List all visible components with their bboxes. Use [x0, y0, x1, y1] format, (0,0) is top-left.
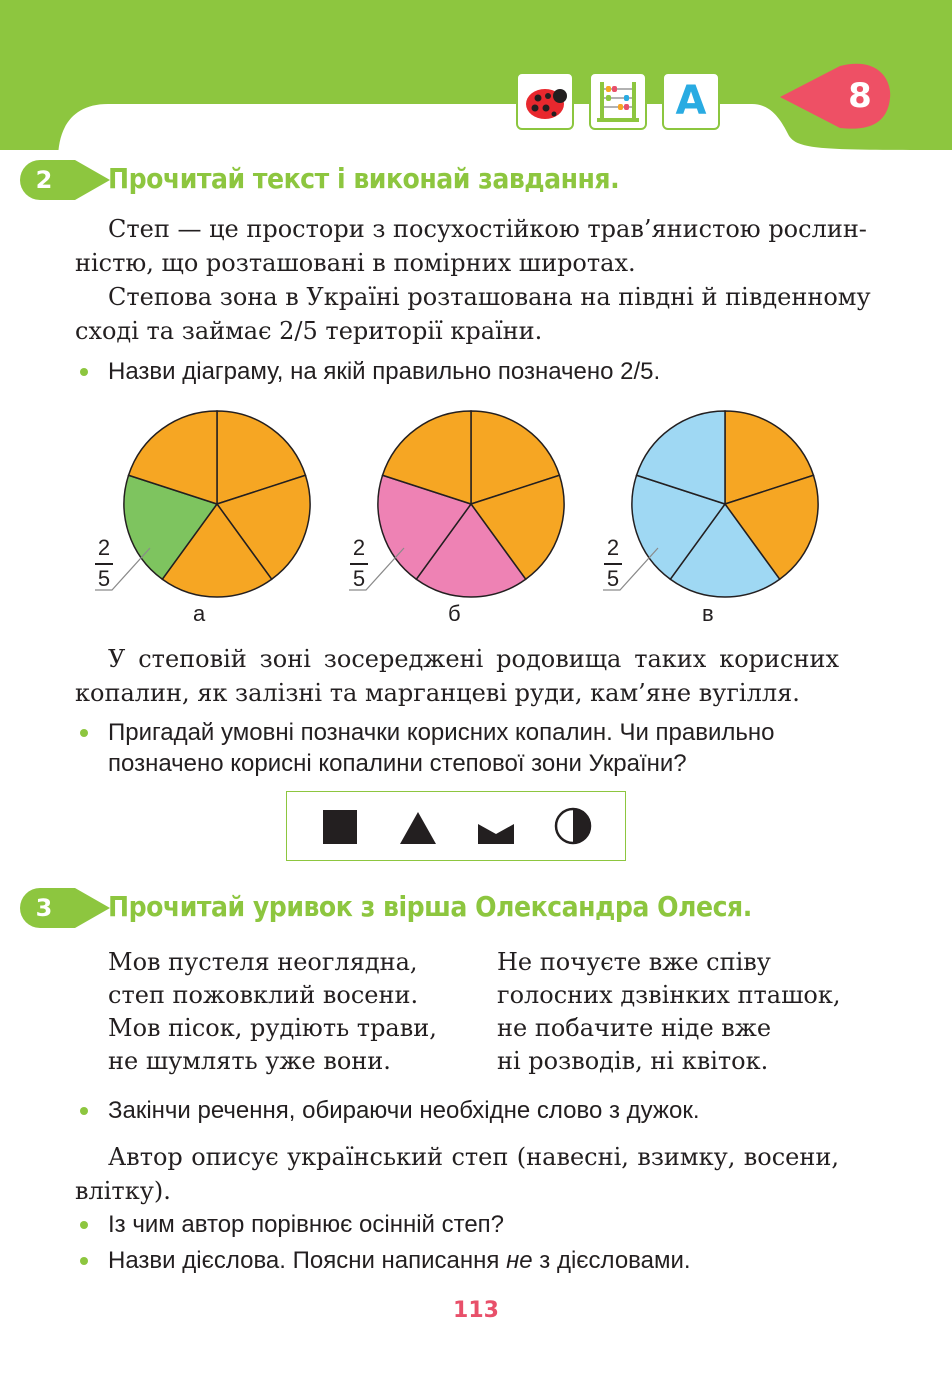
- pie-a-label: а: [193, 601, 206, 626]
- task-2-para-1: [75, 212, 867, 280]
- pie-a-fraction-den: 5: [97, 566, 111, 591]
- pie-c-label: в: [702, 601, 714, 626]
- task-3-number: 3: [35, 894, 53, 922]
- pie-b-label: б: [448, 601, 461, 626]
- lesson-number: 8: [848, 76, 872, 116]
- page-number: 113: [453, 1298, 499, 1323]
- poem-left-line-1: Мов пустеля неоглядна,: [108, 948, 418, 976]
- bullet-3-text-before: Назви дієслова. Поясни написання: [108, 1247, 507, 1274]
- bullet-2-line-1: Пригадай умовні позначки корисних копалин. Чи правильно: [108, 719, 775, 746]
- task-2-number: 2: [35, 166, 53, 194]
- bullet-dot: [80, 729, 88, 737]
- poem-left-line-4: не шумлять уже вони.: [108, 1047, 391, 1075]
- para-2-line-2: сході та займає 2/5 території країни.: [75, 317, 543, 345]
- pie-b-fraction-bar: [350, 563, 368, 565]
- task-2-title: Прочитай текст і виконай завдання.: [108, 162, 620, 195]
- letter-a-text: A: [675, 78, 707, 124]
- pie-a-fraction-bar: [95, 563, 113, 565]
- poem-left-line-3: Мов пісок, рудіють трави,: [108, 1014, 437, 1042]
- task-2-bullet-1: Назви діаграму, на якій правильно позначено 2/5.: [108, 358, 661, 385]
- task-3-para-line-2: влітку).: [75, 1177, 171, 1205]
- pie-diagrams: [80, 400, 840, 600]
- poem-right-line-2: голосних дзвінких пташок,: [497, 981, 841, 1009]
- para-3-line-2: копалин, як залізні та марганцеві руди, кам’яне вугілля.: [75, 679, 800, 707]
- task-3-bullet-1: Закінчи речення, обираючи необхідне слово з дужок.: [108, 1097, 700, 1124]
- bullet-dot: [80, 1257, 88, 1265]
- pie-a-fraction-num: 2: [97, 535, 111, 560]
- task-3-title: Прочитай уривок з вірша Олександра Олеся.: [108, 890, 752, 923]
- poem-left-line-2: степ пожовклий восени.: [108, 981, 419, 1009]
- bullet-3-emphasis: не: [506, 1247, 533, 1274]
- para-1-line-1: Степ — це простори з посухостійкою трав’янистою рослин-: [108, 215, 867, 243]
- poem-right-line-4: ні розводів, ні квіток.: [497, 1047, 769, 1075]
- pie-b-fraction-num: 2: [352, 535, 366, 560]
- task-2-para-3: [75, 642, 839, 710]
- bullet-dot: [80, 1107, 88, 1115]
- ladybug-icon: [516, 72, 574, 130]
- mineral-symbols-box: [286, 791, 626, 861]
- bullet-dot: [80, 1221, 88, 1229]
- poem-right-line-3: не побачите ніде вже: [497, 1014, 772, 1042]
- notch-symbol: [478, 824, 514, 844]
- pie-c-fraction-bar: [604, 563, 622, 565]
- task-3-bullet-3: [108, 1245, 839, 1276]
- task-2-bullet-2: [108, 717, 839, 779]
- bullet-3-text-after: з дієсловами.: [532, 1247, 691, 1274]
- para-1-line-2: ністю, що розташовані в помірних широтах.: [75, 249, 636, 277]
- bullet-dot: [80, 368, 88, 376]
- abacus-icon: [589, 72, 647, 130]
- pie-c-fraction-num: 2: [606, 535, 620, 560]
- square-symbol: [323, 810, 357, 844]
- bullet-2-line-2: позначено корисні копалини степової зони України?: [108, 750, 687, 777]
- pie-b-fraction-den: 5: [352, 566, 366, 591]
- task-2-para-2: [75, 280, 871, 348]
- poem-right-line-1: Не почуєте вже співу: [497, 948, 771, 976]
- task-3-para: [75, 1140, 839, 1208]
- para-3-line-1: У степовій зоні зосереджені родовища таких корисних: [108, 645, 839, 673]
- letter-a-icon: [662, 72, 720, 130]
- pie-c-fraction-den: 5: [606, 566, 620, 591]
- para-2-line-1: Степова зона в Україні розташована на півдні й південному: [108, 283, 871, 311]
- task-3-bullet-2: Із чим автор порівнює осінній степ?: [108, 1211, 505, 1238]
- triangle-symbol: [400, 812, 436, 844]
- task-3-para-line-1: Автор описує український степ (навесні, взимку, восени,: [108, 1143, 839, 1171]
